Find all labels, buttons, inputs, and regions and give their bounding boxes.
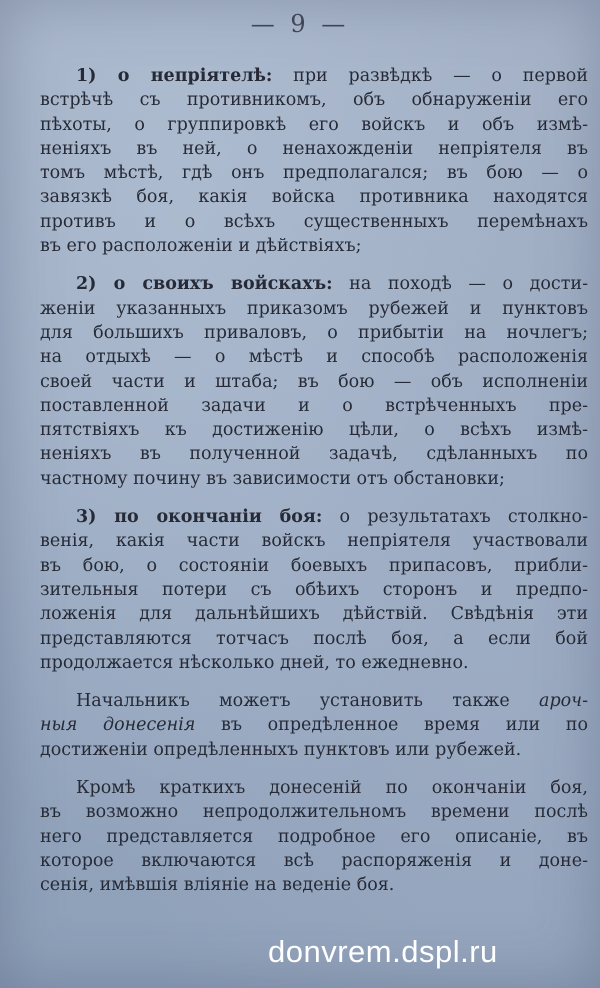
text-line: достиженіи опредѣленныхъ пунктовъ или рубежей. <box>40 739 522 760</box>
text-line: продолжается нѣсколько дней, то ежедневно. <box>40 652 469 673</box>
text-line: Начальникъ можетъ установить также ароч- <box>76 691 588 712</box>
paragraph-enemy <box>40 64 588 258</box>
text-line: 3) по окончаніи боя: о результатахъ столкно- <box>76 507 589 528</box>
text-line: въ бою, о состояніи боевыхъ припасовъ, прибли- <box>40 555 588 576</box>
text-line: которое включаются всѣ распоряженія и доне- <box>40 850 588 871</box>
text-line: ложенія для дальнѣйшихъ дѣйствій. Свѣдѣнія эти <box>40 604 588 625</box>
paragraph-detailed-description <box>40 776 588 897</box>
text-line: частному почину въ зависимости отъ обстановки; <box>40 468 505 489</box>
text-line: томъ мѣстѣ, гдѣ онъ предполагался; въ бою — о <box>40 163 588 184</box>
site-watermark: donvrem.dspl.ru <box>268 934 498 969</box>
text-line: женіи указанныхъ приказомъ рубежей и пунктовъ <box>40 298 588 319</box>
text-line: для большихъ приваловъ, о прибытіи на ночлегъ; <box>40 322 588 343</box>
text-line: ныя донесенія въ опредѣленное время или по <box>40 715 588 736</box>
page-number: — 9 — <box>250 10 350 38</box>
paragraph-urgent-reports <box>40 689 588 762</box>
text-line: неніяхъ въ ней, о ненахожденіи непріятеля въ <box>40 138 588 159</box>
text-line: своей части и штаба; въ бою — объ исполненіи <box>40 371 588 392</box>
text-line: пятствіяхъ къ достиженію цѣли, о всѣхъ измѣ- <box>40 420 588 441</box>
text-line: Кромѣ краткихъ донесеній по окончаніи боя, <box>76 778 588 799</box>
text-line: 2) о своихъ войскахъ: на походѣ — о дости- <box>76 274 588 295</box>
text-line: завязкѣ боя, какія войска противника находятся <box>40 187 588 208</box>
text-line: неніяхъ въ полученной задачѣ, сдѣланныхъ по <box>40 444 588 465</box>
text-line: противъ и о всѣхъ существенныхъ перемѣнахъ <box>40 211 588 232</box>
text-line: въ его расположеніи и дѣйствіяхъ; <box>40 236 362 257</box>
text-line: венія, какія части войскъ непріятеля участвовали <box>40 531 588 552</box>
text-line: поставленной задачи и о встрѣченныхъ пре- <box>40 395 588 416</box>
text-line: него представляется подробное его описаніе, въ <box>40 826 588 847</box>
page-body <box>40 64 588 912</box>
text-line: 1) о непріятелѣ: при развѣдкѣ — о первой <box>76 66 588 86</box>
paragraph-heading: 1) о непріятелѣ: <box>76 66 273 86</box>
paragraph-own-troops <box>40 272 588 491</box>
paragraph-heading: 3) по окончаніи боя: <box>76 507 323 528</box>
paragraph-after-battle <box>40 505 588 675</box>
text-line: представляются тотчасъ послѣ боя, а если бой <box>40 628 588 649</box>
text-line: встрѣчѣ съ противникомъ, объ обнаруженіи его <box>40 90 588 111</box>
paragraph-heading: 2) о своихъ войскахъ: <box>76 274 333 295</box>
text-line: сенія, имѣвшія вліяніе на веденіе боя. <box>40 875 395 896</box>
text-line: въ возможно непродолжительномъ времени послѣ <box>40 802 588 823</box>
text-line: на отдыхѣ — о мѣстѣ и способѣ расположенія <box>40 347 588 368</box>
text-line: пѣхоты, о группировкѣ его войскъ и объ измѣ- <box>40 114 588 135</box>
text-line: зительныя потери съ обѣихъ сторонъ и предпо- <box>40 579 588 600</box>
